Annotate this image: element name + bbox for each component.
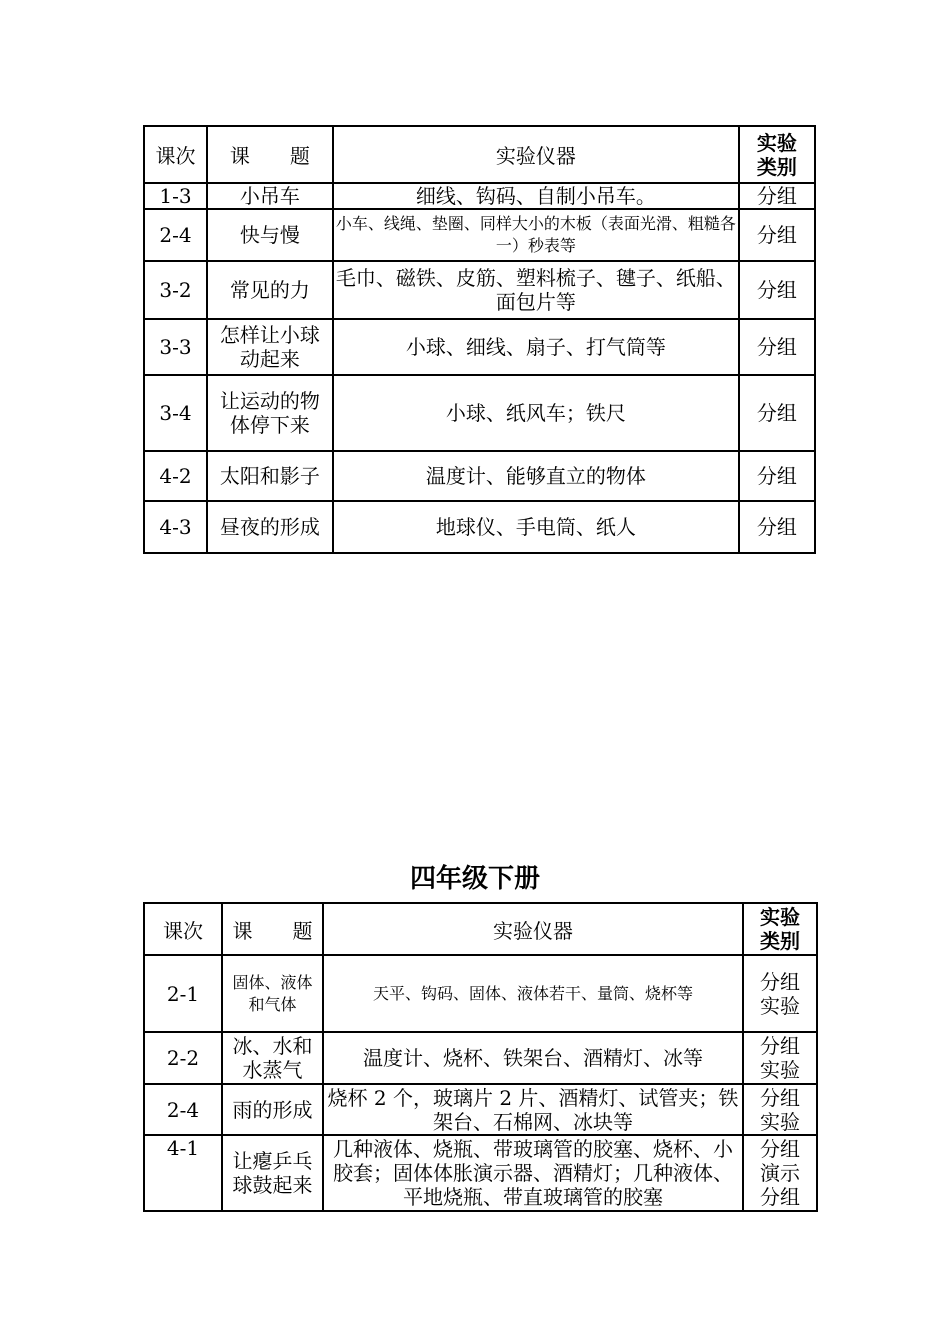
- topic-cell: 雨的形成: [222, 1084, 323, 1135]
- section-title: 四年级下册: [409, 864, 540, 894]
- header-topic: 课 题: [222, 903, 323, 955]
- type-cell: 分组: [739, 319, 815, 375]
- type-cell: 分组 实验: [743, 955, 817, 1032]
- header-topic: 课 题: [207, 126, 333, 183]
- table-row: [144, 319, 815, 375]
- type-cell: 分组 实验: [743, 1084, 817, 1135]
- lesson-cell: 2-2: [144, 1032, 222, 1084]
- type-cell: 分组: [739, 183, 815, 209]
- table-header-row: [144, 903, 817, 955]
- header-instruments: 实验仪器: [323, 903, 743, 955]
- table-row: [144, 1084, 817, 1135]
- instruments-cell: 小球、细线、扇子、打气筒等: [333, 319, 739, 375]
- type-cell: 分组: [739, 375, 815, 451]
- type-cell: 分组 演示 分组: [743, 1135, 817, 1211]
- header-lesson: 课次: [144, 903, 222, 955]
- table-row: [144, 955, 817, 1032]
- table-row: [144, 209, 815, 261]
- lesson-cell: 3-3: [144, 319, 207, 375]
- instruments-cell: 小车、线绳、垫圈、同样大小的木板（表面光滑、粗糙各一）秒表等: [333, 209, 739, 261]
- experiment-table-1: [143, 125, 816, 554]
- lesson-cell: 2-1: [144, 955, 222, 1032]
- type-cell: 分组 实验: [743, 1032, 817, 1084]
- lesson-cell: 3-2: [144, 261, 207, 319]
- topic-cell: 太阳和影子: [207, 451, 333, 501]
- experiment-table-2: [143, 902, 818, 1212]
- table-row: [144, 375, 815, 451]
- header-lesson: 课次: [144, 126, 207, 183]
- instruments-cell: 毛巾、磁铁、皮筋、塑料梳子、毽子、纸船、面包片等: [333, 261, 739, 319]
- type-cell: 分组: [739, 501, 815, 553]
- table-header-row: [144, 126, 815, 183]
- table-row: [144, 1135, 817, 1211]
- lesson-cell: 4-3: [144, 501, 207, 553]
- type-cell: 分组: [739, 261, 815, 319]
- instruments-cell: 地球仪、手电筒、纸人: [333, 501, 739, 553]
- topic-cell: 小吊车: [207, 183, 333, 209]
- header-instruments: 实验仪器: [333, 126, 739, 183]
- table-row: [144, 183, 815, 209]
- lesson-cell: 4-2: [144, 451, 207, 501]
- instruments-cell: 温度计、烧杯、铁架台、酒精灯、冰等: [323, 1032, 743, 1084]
- topic-cell: 让瘪乒乓球鼓起来: [222, 1135, 323, 1211]
- topic-cell: 昼夜的形成: [207, 501, 333, 553]
- header-type: 实验 类别: [743, 903, 817, 955]
- instruments-cell: 温度计、能够直立的物体: [333, 451, 739, 501]
- table-row: [144, 1032, 817, 1084]
- lesson-cell: 3-4: [144, 375, 207, 451]
- type-cell: 分组: [739, 451, 815, 501]
- table-row: [144, 261, 815, 319]
- lesson-cell: 2-4: [144, 209, 207, 261]
- topic-cell: 怎样让小球动起来: [207, 319, 333, 375]
- lesson-cell: 4-1: [144, 1135, 222, 1211]
- instruments-cell: 几种液体、烧瓶、带玻璃管的胶塞、烧杯、小胶套；固体体胀演示器、酒精灯；几种液体、平地烧瓶、带直玻璃管的胶塞: [323, 1135, 743, 1211]
- instruments-cell: 天平、钩码、固体、液体若干、量筒、烧杯等: [323, 955, 743, 1032]
- type-cell: 分组: [739, 209, 815, 261]
- table-row: [144, 451, 815, 501]
- instruments-cell: 小球、纸风车；铁尺: [333, 375, 739, 451]
- instruments-cell: 烧杯 2 个，玻璃片 2 片、酒精灯、试管夹；铁架台、石棉网、冰块等: [323, 1084, 743, 1135]
- lesson-cell: 1-3: [144, 183, 207, 209]
- instruments-cell: 细线、钩码、自制小吊车。: [333, 183, 739, 209]
- topic-cell: 固体、液体和气体: [222, 955, 323, 1032]
- topic-cell: 让运动的物体停下来: [207, 375, 333, 451]
- topic-cell: 快与慢: [207, 209, 333, 261]
- header-type: 实验 类别: [739, 126, 815, 183]
- topic-cell: 冰、水和水蒸气: [222, 1032, 323, 1084]
- table-row: [144, 501, 815, 553]
- topic-cell: 常见的力: [207, 261, 333, 319]
- lesson-cell: 2-4: [144, 1084, 222, 1135]
